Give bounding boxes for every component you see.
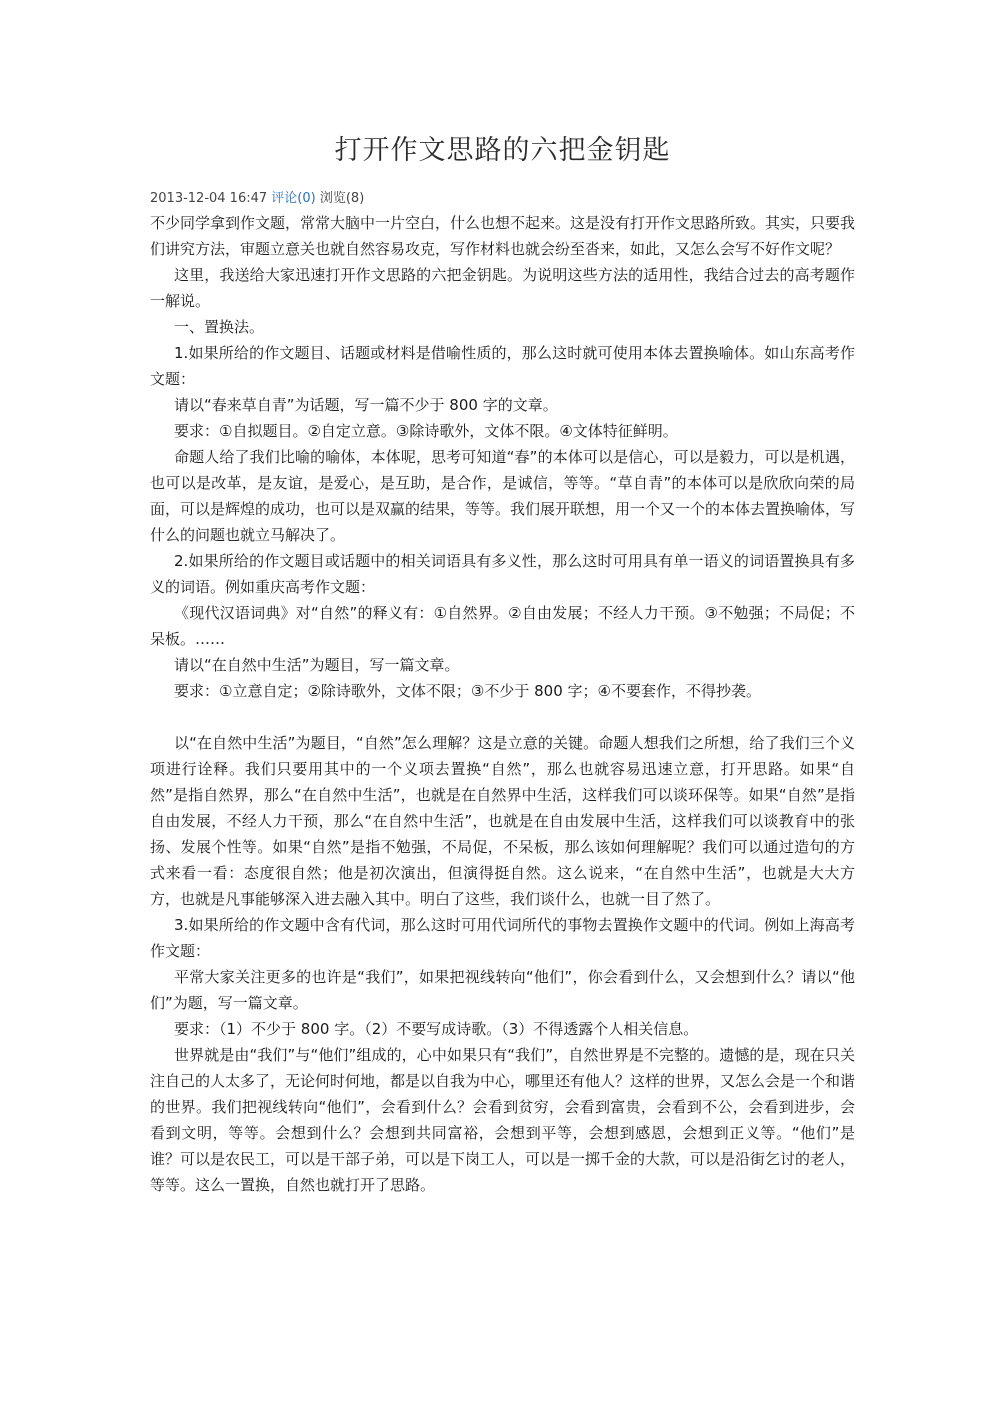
paragraph-prompt-2: 请以“在自然中生活”为题目，写一篇文章。	[174, 656, 460, 674]
paragraph-requirements-2: 要求：①立意自定；②除诗歌外，文体不限；③不少于 800 字；④不要套作，不得抄袭。	[174, 682, 761, 700]
section-heading: 一、置换法。	[174, 318, 265, 336]
paragraph-method-3: 3.如果所给的作文题中含有代词，那么这时可用代词所代的事物去置换作文题中的代词。例如上海高考作文题：	[150, 916, 855, 960]
paragraph-analysis-2: 以“在自然中生活”为题目，“自然”怎么理解？这是立意的关键。命题人想我们之所想，给了我们三个义项进行诠释。我们只要用其中的一个义项去置换“自然”，那么也就容易迅速立意，打开思路。如果“自然”是指自然界，那么“在自然中生活”，也就是在自然界中生活，这样我们可以谈环保等。如果“自然”是指自由发展，不经人力干预，那么“在自然中生活”，也就是在自由发展中生活，这样我们可以谈教育中的张扬、发展个性等。如果“自然”是指不勉强，不局促，不呆板，那么该如何理解呢？我们可以通过造句的方式来看一看：态度很自然；他是初次演出，但演得挺自然。这么说来，“在自然中生活”，也就是大大方方，也就是凡事能够深入进去融入其中。明白了这些，我们谈什么，也就一目了然了。	[150, 734, 855, 908]
paragraph-prompt-1: 请以“春来草自青”为话题，写一篇不少于 800 字的文章。	[174, 396, 558, 414]
paragraph-method-2: 2.如果所给的作文题目或话题中的相关词语具有多义性，那么这时可用具有单一语义的词语置换具有多义的词语。例如重庆高考作文题：	[150, 552, 855, 596]
post-datetime: 2013-12-04 16:47	[150, 191, 268, 206]
article-meta	[150, 187, 364, 206]
views-count: 浏览(8)	[319, 191, 365, 206]
blank-line	[150, 704, 855, 730]
paragraph-requirements-3: 要求：（1）不少于 800 字。（2）不要写成诗歌。（3）不得透露个人相关信息。	[174, 1020, 699, 1038]
paragraph-definition: 《现代汉语词典》对“自然”的释义有：①自然界。②自由发展；不经人力干预。③不勉强；不局促；不呆板。……	[150, 604, 855, 648]
paragraph-analysis-3: 世界就是由“我们”与“他们”组成的，心中如果只有“我们”，自然世界是不完整的。遗憾的是，现在只关注自己的人太多了，无论何时何地，都是以自我为中心，哪里还有他人？这样的世界，又怎么会是一个和谐的世界。我们把视线转向“他们”，会看到什么？会看到贫穷，会看到富贵，会看到不公，会看到进步，会看到文明，等等。会想到什么？会想到共同富裕，会想到平等，会想到感恩，会想到正义等。“他们”是谁？可以是农民工，可以是干部子弟，可以是下岗工人，可以是一掷千金的大款，可以是沿街乞讨的老人，等等。这么一置换，自然也就打开了思路。	[150, 1046, 856, 1194]
paragraph-analysis-1: 命题人给了我们比喻的喻体，本体呢，思考可知道“春”的本体可以是信心，可以是毅力，可以是机遇，也可以是改革，是友谊，是爱心，是互助，是合作，是诚信，等等。“草自青”的本体可以是欣欣向荣的局面，可以是辉煌的成功，也可以是双赢的结果，等等。我们展开联想，用一个又一个的本体去置换喻体，写什么的问题也就立马解决了。	[150, 448, 856, 544]
paragraph-preface: 这里，我送给大家迅速打开作文思路的六把金钥匙。为说明这些方法的适用性，我结合过去的高考题作一解说。	[150, 266, 855, 310]
article-body	[150, 210, 855, 1198]
paragraph-prompt-3: 平常大家关注更多的也许是“我们”，如果把视线转向“他们”，你会看到什么，又会想到什么？请以“他们”为题，写一篇文章。	[150, 968, 855, 1012]
paragraph-requirements-1: 要求：①自拟题目。②自定立意。③除诗歌外，文体不限。④文体特征鲜明。	[174, 422, 678, 440]
paragraph-method-1: 1.如果所给的作文题目、话题或材料是借喻性质的，那么这时就可使用本体去置换喻体。如山东高考作文题：	[150, 344, 855, 388]
article-title: 打开作文思路的六把金钥匙	[334, 135, 671, 166]
paragraph-intro: 不少同学拿到作文题，常常大脑中一片空白，什么也想不起来。这是没有打开作文思路所致。其实，只要我们讲究方法，审题立意关也就自然容易攻克，写作材料也就会纷至沓来，如此，又怎么会写不好作文呢？	[150, 214, 856, 258]
comments-link[interactable]: 评论(0)	[271, 191, 316, 206]
